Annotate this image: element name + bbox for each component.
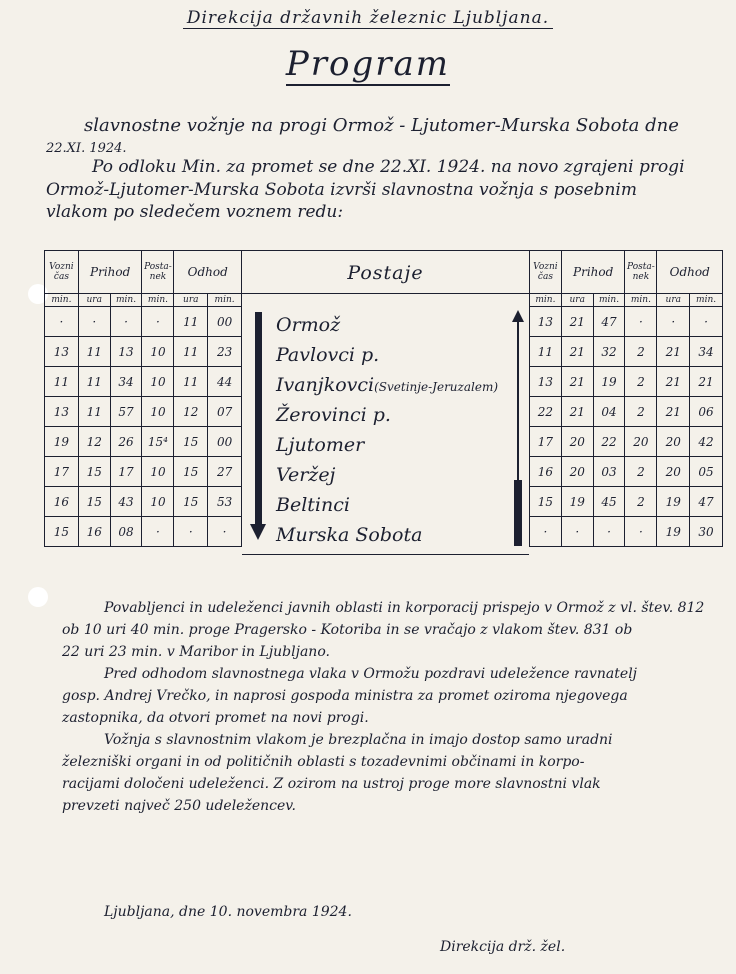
right-timetable-cell: 2 xyxy=(625,397,657,427)
right-timetable-cell: 20 xyxy=(625,427,657,457)
punch-hole-bottom xyxy=(28,587,48,607)
left-timetable-cell: 17 xyxy=(110,457,142,487)
left-timetable-cell: 13 xyxy=(110,337,142,367)
header-vozni-cas: Vozni čas xyxy=(530,251,562,294)
left-timetable-cell: 07 xyxy=(208,397,242,427)
left-timetable-cell: 17 xyxy=(45,457,79,487)
right-timetable-cell: 20 xyxy=(657,427,690,457)
station-label: Ljutomer xyxy=(276,434,365,456)
right-timetable-cell: 20 xyxy=(657,457,690,487)
right-timetable-cell: · xyxy=(530,517,562,547)
left-timetable-cell: 12 xyxy=(78,427,110,457)
stations-divider xyxy=(242,293,529,294)
left-timetable-cell: 11 xyxy=(45,367,79,397)
note-line-7: Vožnja s slavnostnim vlakom je brezplačna in imajo dostop samo uradni xyxy=(104,732,613,748)
right-timetable-row xyxy=(530,397,723,427)
left-timetable-row xyxy=(45,517,242,547)
sub-min: min. xyxy=(208,294,242,307)
right-timetable-cell: 11 xyxy=(530,337,562,367)
left-timetable-cell: 10 xyxy=(142,397,174,427)
right-timetable-cell: 30 xyxy=(690,517,723,547)
left-timetable-row xyxy=(45,337,242,367)
right-timetable-cell: 42 xyxy=(690,427,723,457)
sub-min: min. xyxy=(45,294,79,307)
right-timetable-row xyxy=(530,457,723,487)
left-timetable-cell: 34 xyxy=(110,367,142,397)
left-timetable-cell: 27 xyxy=(208,457,242,487)
left-timetable-cell: 13 xyxy=(45,337,79,367)
right-timetable-cell: 47 xyxy=(690,487,723,517)
right-timetable-cell: 05 xyxy=(690,457,723,487)
header-prihod: Prihod xyxy=(561,251,625,294)
timetable-right xyxy=(529,250,723,547)
sub-min: min. xyxy=(625,294,657,307)
left-timetable-cell: 10 xyxy=(142,367,174,397)
note-line-10: prevzeti največ 250 udeležencev. xyxy=(62,798,296,814)
station-label: Žerovinci p. xyxy=(276,404,391,426)
right-timetable-cell: 13 xyxy=(530,307,562,337)
left-timetable-cell: 16 xyxy=(78,517,110,547)
left-timetable-row xyxy=(45,307,242,337)
right-timetable-cell: 21 xyxy=(561,337,593,367)
sub-min: min. xyxy=(142,294,174,307)
right-timetable-cell: 21 xyxy=(657,367,690,397)
station-label: Veržej xyxy=(276,464,336,486)
station-name xyxy=(276,314,340,336)
right-timetable-row xyxy=(530,367,723,397)
place-date: Ljubljana, dne 10. novembra 1924. xyxy=(104,904,352,920)
right-timetable-cell: 21 xyxy=(561,397,593,427)
right-timetable-cell: 47 xyxy=(593,307,625,337)
right-timetable-cell: 15 xyxy=(530,487,562,517)
left-timetable-cell: 11 xyxy=(78,397,110,427)
right-timetable-cell: 13 xyxy=(530,367,562,397)
up-arrow-icon xyxy=(512,310,524,322)
left-timetable-cell: 08 xyxy=(110,517,142,547)
right-timetable-cell: · xyxy=(625,307,657,337)
sub-ura: ura xyxy=(174,294,208,307)
left-timetable-cell: 12 xyxy=(174,397,208,427)
timetable-left xyxy=(44,250,242,547)
header-postanek: Posta-nek xyxy=(625,251,657,294)
right-timetable-cell: 2 xyxy=(625,487,657,517)
right-timetable-cell: · xyxy=(593,517,625,547)
right-timetable-cell: · xyxy=(690,307,723,337)
station-note: (Svetinje-Jeruzalem) xyxy=(374,380,499,394)
station-name xyxy=(276,374,498,396)
left-timetable-row xyxy=(45,487,242,517)
down-arrow-icon xyxy=(250,524,266,540)
left-timetable-cell: · xyxy=(208,517,242,547)
intro-line-3: Po odloku Min. za promet se dne 22.XI. 1924. na novo zgrajeni progi xyxy=(92,157,685,177)
left-timetable-cell: 19 xyxy=(45,427,79,457)
intro-line-4: Ormož-Ljutomer-Murska Sobota izvrši slavnostna vožnja s posebnim xyxy=(46,180,637,200)
station-name xyxy=(276,464,335,486)
left-timetable-cell: 15 xyxy=(174,487,208,517)
right-timetable-cell: 16 xyxy=(530,457,562,487)
left-timetable-cell: · xyxy=(142,517,174,547)
left-timetable-cell: 11 xyxy=(78,367,110,397)
left-timetable-cell: 00 xyxy=(208,427,242,457)
right-timetable-cell: 21 xyxy=(690,367,723,397)
left-timetable-cell: 10 xyxy=(142,457,174,487)
station-label: Ivanjkovci xyxy=(276,374,375,396)
right-timetable-cell: 22 xyxy=(530,397,562,427)
right-timetable-cell: 04 xyxy=(593,397,625,427)
left-timetable-row xyxy=(45,457,242,487)
left-timetable-cell: 26 xyxy=(110,427,142,457)
sub-min: min. xyxy=(690,294,723,307)
left-timetable-cell: · xyxy=(78,307,110,337)
right-timetable-cell: 34 xyxy=(690,337,723,367)
sub-ura: ura xyxy=(561,294,593,307)
left-timetable-cell: 00 xyxy=(208,307,242,337)
right-timetable-row xyxy=(530,427,723,457)
left-timetable-cell: 10 xyxy=(142,337,174,367)
left-timetable-cell: 57 xyxy=(110,397,142,427)
station-label: Murska Sobota xyxy=(276,524,423,546)
note-line-8: železniški organi in od političnih oblasti s tozadevnimi občinami in korpo- xyxy=(62,754,585,770)
note-line-6: zastopnika, da otvori promet na novi progi. xyxy=(62,710,369,726)
right-timetable-cell: 2 xyxy=(625,367,657,397)
left-timetable-cell: · xyxy=(45,307,79,337)
left-timetable-cell: 15 xyxy=(45,517,79,547)
left-timetable-cell: 15 xyxy=(78,487,110,517)
left-timetable-cell: 15 xyxy=(78,457,110,487)
right-timetable-cell: 06 xyxy=(690,397,723,427)
right-timetable-cell: 32 xyxy=(593,337,625,367)
right-timetable-row xyxy=(530,517,723,547)
station-name xyxy=(276,344,379,366)
right-timetable-cell: 20 xyxy=(561,457,593,487)
left-timetable-cell: 11 xyxy=(174,337,208,367)
right-timetable-cell: 2 xyxy=(625,337,657,367)
left-timetable-cell: 15 xyxy=(174,427,208,457)
station-label: Ormož xyxy=(276,314,341,336)
up-direction-line xyxy=(517,322,519,482)
sub-min: min. xyxy=(593,294,625,307)
station-name xyxy=(276,494,350,516)
document-title: Program xyxy=(285,44,451,84)
left-timetable-cell: 15 xyxy=(174,457,208,487)
header-prihod: Prihod xyxy=(78,251,142,294)
header-odhod: Odhod xyxy=(174,251,242,294)
left-timetable-cell: · xyxy=(110,307,142,337)
left-timetable-cell: · xyxy=(142,307,174,337)
right-timetable-cell: 45 xyxy=(593,487,625,517)
right-timetable-cell: 19 xyxy=(657,487,690,517)
station-label: Pavlovci p. xyxy=(276,344,380,366)
note-line-3: 22 uri 23 min. v Maribor in Ljubljano. xyxy=(62,644,330,660)
note-line-1: Povabljenci in udeleženci javnih oblasti in korporacij prispejo v Ormož z vl. štev. 812 xyxy=(104,600,705,616)
left-timetable-row xyxy=(45,397,242,427)
right-timetable-cell: 17 xyxy=(530,427,562,457)
left-timetable-cell: · xyxy=(174,517,208,547)
left-timetable-cell: 23 xyxy=(208,337,242,367)
right-timetable-row xyxy=(530,337,723,367)
right-timetable-cell: 21 xyxy=(561,307,593,337)
right-timetable-row xyxy=(530,307,723,337)
intro-line-1: slavnostne vožnje na progi Ormož - Ljutomer-Murska Sobota dne xyxy=(84,115,679,136)
sub-ura: ura xyxy=(657,294,690,307)
sub-ura: ura xyxy=(78,294,110,307)
left-timetable-cell: 16 xyxy=(45,487,79,517)
right-timetable-row xyxy=(530,487,723,517)
right-timetable-cell: 20 xyxy=(561,427,593,457)
left-timetable-cell: 13 xyxy=(45,397,79,427)
station-label: Beltinci xyxy=(276,494,350,516)
note-line-9: racijami določeni udeleženci. Z ozirom na ustroj proge more slavnostni vlak xyxy=(62,776,601,792)
signature: Direkcija drž. žel. xyxy=(440,939,566,955)
right-timetable-cell: 19 xyxy=(657,517,690,547)
right-timetable-cell: 03 xyxy=(593,457,625,487)
sub-min: min. xyxy=(530,294,562,307)
station-name xyxy=(276,404,391,426)
left-timetable-row xyxy=(45,367,242,397)
up-direction-bar xyxy=(514,480,522,546)
left-timetable-cell: 11 xyxy=(174,307,208,337)
left-timetable-cell: 11 xyxy=(78,337,110,367)
right-timetable-cell: 19 xyxy=(561,487,593,517)
right-timetable-cell: 21 xyxy=(657,337,690,367)
left-timetable-cell: 43 xyxy=(110,487,142,517)
header-odhod: Odhod xyxy=(657,251,723,294)
note-line-5: gosp. Andrej Vrečko, in naprosi gospoda ministra za promet oziroma njegovega xyxy=(62,688,628,704)
right-timetable-cell: · xyxy=(625,517,657,547)
station-name xyxy=(276,434,364,456)
left-timetable-cell: 44 xyxy=(208,367,242,397)
intro-line-2: 22.XI. 1924. xyxy=(46,141,127,156)
right-timetable-cell: 19 xyxy=(593,367,625,397)
intro-line-5: vlakom po sledečem voznem redu: xyxy=(46,202,344,222)
right-timetable-cell: · xyxy=(657,307,690,337)
down-direction-bar xyxy=(255,312,262,524)
header-vozni-cas: Vozni čas xyxy=(45,251,79,294)
right-timetable-cell: · xyxy=(561,517,593,547)
left-timetable-row xyxy=(45,427,242,457)
right-timetable-cell: 21 xyxy=(561,367,593,397)
header-postanek: Posta-nek xyxy=(142,251,174,294)
left-timetable-cell: 15⁴ xyxy=(142,427,174,457)
note-line-4: Pred odhodom slavnostnega vlaka v Ormožu pozdravi udeležence ravnatelj xyxy=(104,666,638,682)
left-timetable-cell: 10 xyxy=(142,487,174,517)
station-name xyxy=(276,524,422,546)
right-timetable-cell: 22 xyxy=(593,427,625,457)
note-line-2: ob 10 uri 40 min. proge Pragersko - Kotoriba in se vračajo z vlakom štev. 831 ob xyxy=(62,622,633,638)
stations-header: Postaje xyxy=(347,262,424,284)
sub-min: min. xyxy=(110,294,142,307)
right-timetable-cell: 21 xyxy=(657,397,690,427)
left-timetable-cell: 53 xyxy=(208,487,242,517)
issuer-header: Direkcija državnih železnic Ljubljana. xyxy=(0,8,736,28)
right-timetable-cell: 2 xyxy=(625,457,657,487)
left-timetable-cell: 11 xyxy=(174,367,208,397)
